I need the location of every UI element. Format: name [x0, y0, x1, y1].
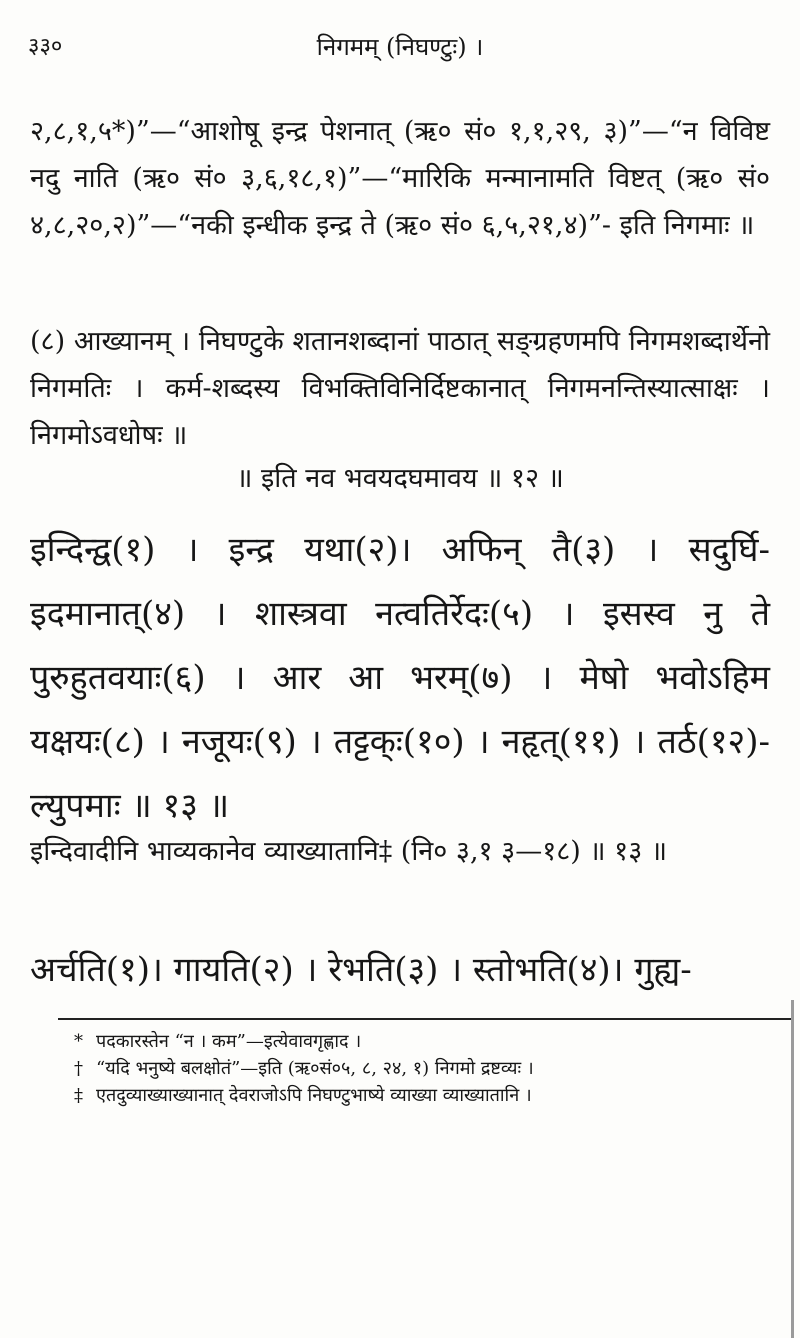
citation-paragraph: २,८,१,५*)”—“आशोषू इन्द्र पेशनात् (ऋ० सं० १,१,२९, ३)”—“न विविष्ट नदु नाति (ऋ० सं० ३,६,१८,१)”—“मारिकि मन्मानामति विष्टत् (ऋ० सं० ४,८,२०,२)”—“नकी इन्धीक इन्द्र ते (ऋ० सं० ६,५,२१,४)”- इति निगमाः ॥	[30, 116, 770, 241]
running-title: निगमम् (निघण्टुः) ।	[316, 33, 484, 61]
footnote-text: पदकारस्तेन “न । कम”—इत्येवावगृह्णाद ।	[96, 1031, 362, 1052]
footnote-marker: †	[74, 1058, 83, 1079]
section-colophon: ॥ इति नव भवयदघमावय ॥ १२ ॥	[236, 463, 564, 494]
verse-13: इन्दिन्द्व(१) । इन्द्र यथा(२)। अफिन् तै(३) । सदुर्घि-इदमानात्(४) । शास्त्रवा नत्वतिर्रेदः(५) । इसस्व नु ते पुरुहुतवयाः(६) । आर आ भरम्(७) । मेषो भवोऽहिम यक्षयः(८) । नजूयः(९) । तट्टक्ः(१०) । नहृत्(११) । तर्ठ(१२)-ल्युपमाः ॥ १३ ॥	[30, 530, 770, 826]
footnote-divider	[58, 1018, 793, 1020]
commentary-paragraph: (८) आख्यानम् । निघण्टुके शतानशब्दानां पाठात् सङ्ग्रहणमपि निगमशब्दार्थेनो निगमतिः । कर्म-शब्दस्य विभक्तिविनिर्दिष्टकानात् निगमनन्तिस्यात्साक्षः । निगमोऽवधोषः ॥	[30, 326, 770, 451]
footnote	[74, 1055, 784, 1082]
footnotes	[74, 1028, 784, 1109]
footnote-text: एतदुव्याख्याख्यानात् देवराजोऽपि निघण्टुभाष्ये व्याख्या व्याख्यातानि ।	[96, 1085, 532, 1106]
footnote-marker: *	[74, 1031, 83, 1052]
page-number: ३३०	[28, 34, 63, 59]
footnote	[74, 1082, 784, 1109]
footnote-text: “यदि भनुष्ये बलक्षोतं”—इति (ऋ०सं०५, ८, २४, १) निगमो द्रष्टव्यः ।	[96, 1058, 534, 1079]
commentary-13: इन्दिवादीनि भाव्यकानेव व्याख्यातानि‡ (नि० ३,१ ३—१८) ॥ १३ ॥	[30, 836, 667, 867]
scan-edge-shadow	[791, 1000, 794, 1338]
footnote	[74, 1028, 784, 1055]
footnote-marker: ‡	[74, 1085, 83, 1106]
page-header	[28, 30, 772, 70]
verse-14: अर्चति(१)। गायति(२) । रेभति(३) । स्तोभति(४)। गुह्य-	[30, 950, 692, 990]
